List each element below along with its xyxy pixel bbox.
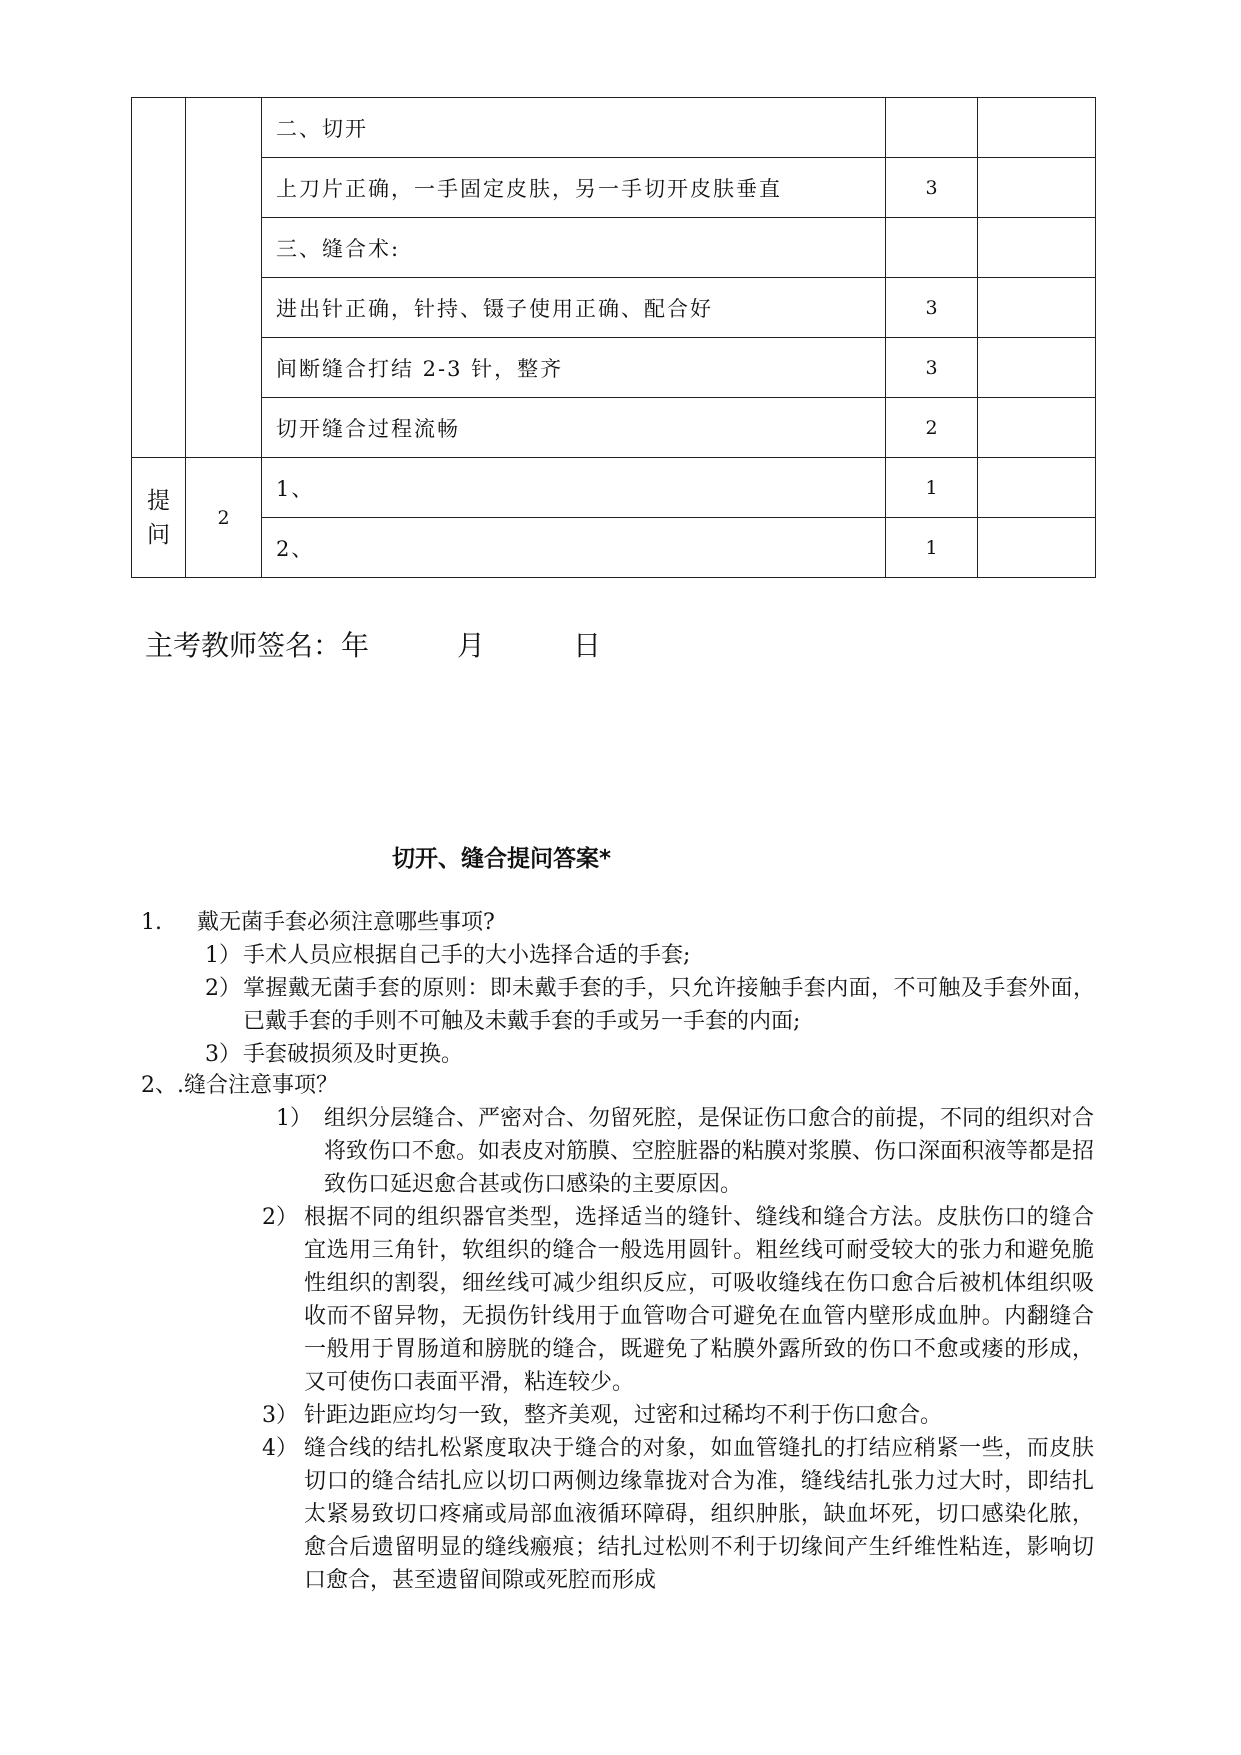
- table-score-cell: [886, 98, 978, 158]
- answer-item-number: 3）: [205, 1042, 241, 1067]
- answer-item-number: 2）: [262, 1205, 298, 1230]
- answer-item: [262, 1201, 1094, 1399]
- table-score-cell: 1: [886, 458, 978, 518]
- table-actual-score-cell: [978, 518, 1096, 578]
- table-score-cell: 1: [886, 518, 978, 578]
- answer-item: [262, 1102, 1094, 1201]
- signature-day: 日: [573, 629, 602, 662]
- table-actual-score-cell: [978, 218, 1096, 278]
- table-row: [132, 278, 1096, 338]
- question-2-answers: [262, 1102, 1094, 1597]
- table-row: [132, 398, 1096, 458]
- table-score-cell: 2: [886, 398, 978, 458]
- table-score-cell: 3: [886, 338, 978, 398]
- table-item-cell: 进出针正确，针持、镊子使用正确、配合好: [262, 278, 886, 338]
- table-actual-score-cell: [978, 338, 1096, 398]
- table-actual-score-cell: [978, 98, 1096, 158]
- table-score-cell: 3: [886, 278, 978, 338]
- answer-item-text: 掌握戴无菌手套的原则：即未戴手套的手，只允许接触手套内面，不可触及手套外面，已戴手套的手则不可触及未戴手套的手或另一手套的内面;: [243, 976, 1095, 1034]
- table-row: [132, 158, 1096, 218]
- signature-line: [145, 624, 601, 664]
- table-score-cell: [886, 218, 978, 278]
- answer-item-text: 缝合线的结扎松紧度取决于缝合的对象，如血管缝扎的打结应稍紧一些，而皮肤切口的缝合结扎应以切口两侧边缘靠拢对合为准，缝线结扎张力过大时，即结扎太紧易致切口疼痛或局部血液循环障碍，组织肿胀，缺血坏死，切口感染化脓，愈合后遗留明显的缝线瘢痕；结扎过松则不利于切缘间产生纤维性粘连，影响切口愈合，甚至遗留间隙或死腔而形成: [304, 1436, 1094, 1593]
- answer-item-text: 针距边距应均匀一致，整齐美观，过密和过稀均不利于伤口愈合。: [304, 1403, 943, 1428]
- question-label-char: 提: [147, 487, 170, 514]
- table-row: [132, 338, 1096, 398]
- table-item-cell: 上刀片正确，一手固定皮肤，另一手切开皮肤垂直: [262, 158, 886, 218]
- signature-label: 主考教师签名：: [145, 629, 342, 662]
- table-actual-score-cell: [978, 158, 1096, 218]
- table-score-cell: 3: [886, 158, 978, 218]
- answers-title: 切开、缝合提问答案*: [392, 846, 612, 872]
- table-actual-score-cell: [978, 398, 1096, 458]
- answer-item: [262, 1399, 1094, 1432]
- table-row: [132, 218, 1096, 278]
- table-item-cell: 间断缝合打结 2-3 针，整齐: [262, 338, 886, 398]
- answer-item-number: 2）: [205, 976, 241, 1001]
- question-1: [141, 906, 495, 939]
- answer-item-number: 1）: [276, 1106, 312, 1131]
- question-1-answers: [205, 939, 1095, 1071]
- points-cell-empty: [186, 98, 262, 458]
- answer-item-text: 根据不同的组织器官类型，选择适当的缝针、缝线和缝合方法。皮肤伤口的缝合宜选用三角针，软组织的缝合一般选用圆针。粗丝线可耐受较大的张力和避免脆性组织的割裂，细丝线可减少组织反应，可吸收缝线在伤口愈合后被机体组织吸收而不留异物，无损伤针线用于血管吻合可避免在血管内壁形成血肿。内翻缝合一般用于胃肠道和膀胱的缝合，既避免了粘膜外露所致的伤口不愈或瘘的形成，又可使伤口表面平滑，粘连较少。: [304, 1205, 1094, 1395]
- score-table: [131, 97, 1096, 578]
- table-row: [132, 518, 1096, 578]
- answer-item: [262, 1432, 1094, 1597]
- signature-year: 年: [341, 629, 370, 662]
- table-row: [132, 458, 1096, 518]
- category-cell-empty: [132, 98, 186, 458]
- table-item-cell: 2、: [262, 518, 886, 578]
- question-points-cell: 2: [186, 458, 262, 578]
- table-item-cell: 1、: [262, 458, 886, 518]
- answer-item: [205, 939, 1095, 972]
- answer-item-number: 3）: [262, 1403, 298, 1428]
- answer-item-number: 4）: [262, 1436, 298, 1461]
- question-category-cell: [132, 458, 186, 578]
- table-item-cell: 三、缝合术:: [262, 218, 886, 278]
- question-1-number: 1.: [141, 910, 162, 935]
- table-item-cell: 二、切开: [262, 98, 886, 158]
- question-label-char: 问: [147, 521, 170, 548]
- answer-item: [205, 972, 1095, 1038]
- signature-month: 月: [457, 629, 486, 662]
- answer-item-number: 1）: [205, 943, 241, 968]
- table-item-cell: 切开缝合过程流畅: [262, 398, 886, 458]
- table-actual-score-cell: [978, 458, 1096, 518]
- table-actual-score-cell: [978, 278, 1096, 338]
- answer-item: [205, 1038, 1095, 1071]
- answer-item-text: 组织分层缝合、严密对合、勿留死腔，是保证伤口愈合的前提，不同的组织对合将致伤口不愈。如表皮对筋膜、空腔脏器的粘膜对浆膜、伤口深面积液等都是招致伤口延迟愈合甚或伤口感染的主要原因。: [324, 1106, 1095, 1197]
- question-1-text: 戴无菌手套必须注意哪些事项?: [196, 910, 495, 935]
- question-2: 2、.缝合注意事项？: [141, 1073, 338, 1098]
- table-row: [132, 98, 1096, 158]
- answer-item-text: 手套破损须及时更换。: [243, 1042, 464, 1067]
- answer-item-text: 手术人员应根据自己手的大小选择合适的手套;: [243, 943, 691, 968]
